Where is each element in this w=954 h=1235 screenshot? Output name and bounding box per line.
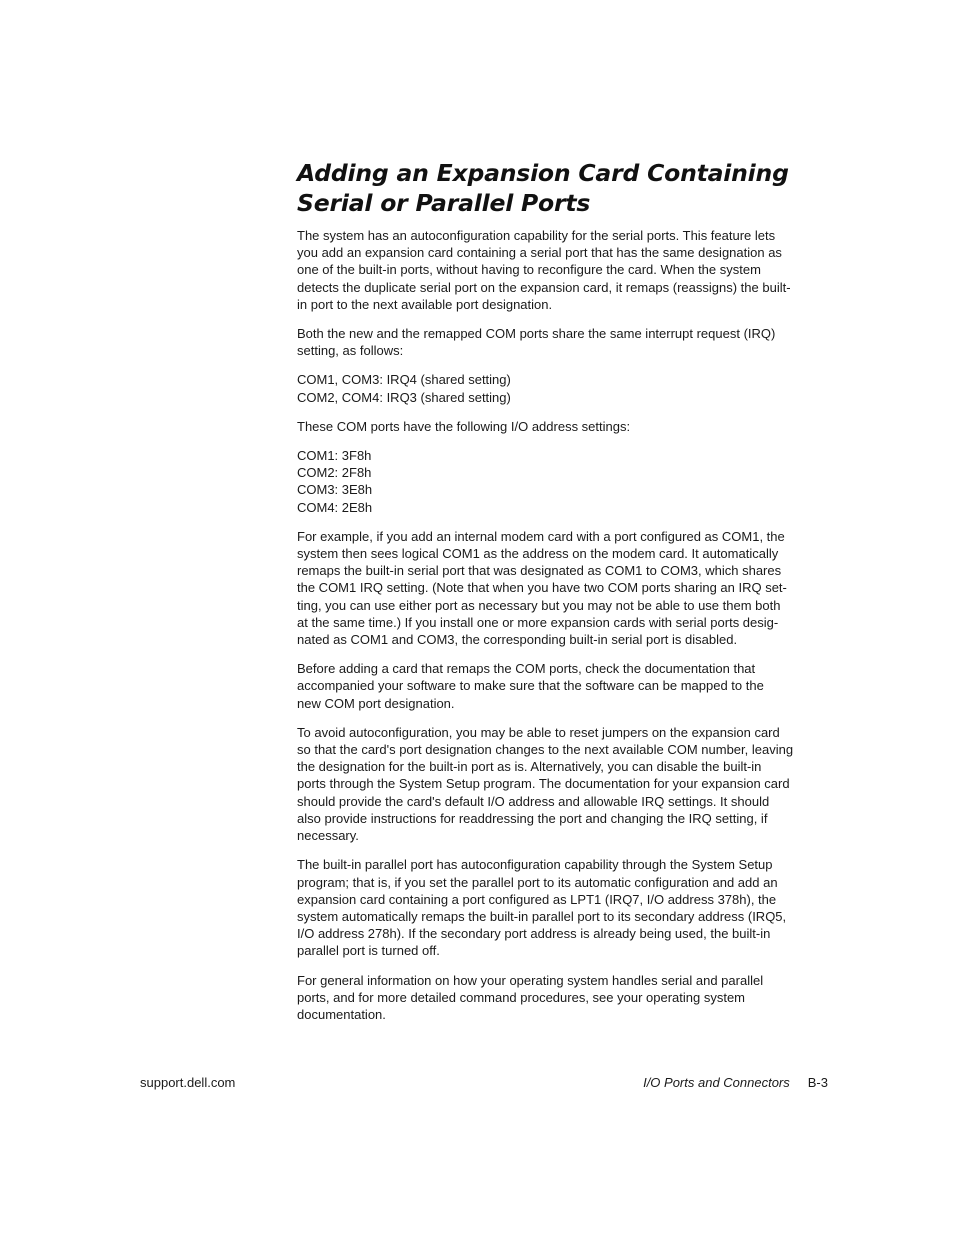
text-line: ports through the System Setup program. The documentation for your expansion card <box>297 776 790 792</box>
text-line: parallel port is turned off. <box>297 943 440 959</box>
text-line: you add an expansion card containing a serial port that has the same designation as <box>297 245 782 261</box>
io-address-list <box>297 447 831 516</box>
text-line: ports, and for more detailed command procedures, see your operating system <box>297 989 746 1005</box>
text-line: setting, as follows: <box>297 343 404 359</box>
text-line: COM3: 3E8h <box>297 482 373 498</box>
heading-line: Serial or Parallel Ports <box>297 189 591 217</box>
irq-settings-list <box>297 371 831 405</box>
heading-line: Adding an Expansion Card Containing <box>297 159 789 187</box>
text-line: the COM1 IRQ setting. (Note that when you have two COM ports sharing an IRQ set- <box>297 580 787 596</box>
text-line: For example, if you add an internal modem card with a port configured as COM1, the <box>297 528 785 544</box>
text-line: nated as COM1 and COM3, the corresponding built-in serial port is disabled. <box>297 632 738 648</box>
text-line: For general information on how your operating system handles serial and parallel <box>297 972 764 988</box>
paragraph-avoid-autoconfiguration <box>297 724 831 844</box>
paragraph-irq-sharing <box>297 325 831 359</box>
paragraph-general-information <box>297 972 831 1024</box>
paragraph-autoconfiguration <box>297 227 831 313</box>
text-line: also provide instructions for readdressing the port and changing the IRQ setting, if <box>297 810 768 826</box>
text-line: The built-in parallel port has autoconfiguration capability through the System Setup <box>297 857 773 873</box>
text-line: COM1: 3F8h <box>297 448 372 464</box>
text-line: The system has an autoconfiguration capability for the serial ports. This feature lets <box>297 228 776 243</box>
text-line: Before adding a card that remaps the COM ports, check the documentation that <box>297 661 756 677</box>
text-line: in port to the next available port designation. <box>297 296 553 312</box>
text-line: expansion card containing a port configured as LPT1 (IRQ7, I/O address 378h), the <box>297 891 777 907</box>
text-line: program; that is, if you set the parallel port to its automatic configuration and add an <box>297 874 778 890</box>
text-line: so that the card's port designation changes to the next available COM number, leaving <box>297 742 794 758</box>
text-line: These COM ports have the following I/O address settings: <box>297 418 631 434</box>
footer-running-title <box>643 1074 828 1091</box>
text-line: system automatically remaps the built-in parallel port to its secondary address (IRQ5, <box>297 908 787 924</box>
footer-page-number: B-3 <box>807 1075 828 1090</box>
footer-website: support.dell.com <box>140 1075 236 1090</box>
text-line: remaps the built-in serial port that was designated as COM1 to COM3, which shares <box>297 563 782 579</box>
text-line: ting, you can use either port as necessary but you may not be able to use them both <box>297 597 781 613</box>
text-line: COM2, COM4: IRQ3 (shared setting) <box>297 389 511 405</box>
text-line: COM4: 2E8h <box>297 499 373 515</box>
paragraph-io-intro <box>297 418 831 435</box>
text-line: COM1, COM3: IRQ4 (shared setting) <box>297 372 511 388</box>
text-line: at the same time.) If you install one or more expansion cards with serial ports desig- <box>297 614 779 630</box>
text-line: I/O address 278h). If the secondary port address is already being used, the built-in <box>297 926 771 942</box>
text-line: new COM port designation. <box>297 695 455 711</box>
text-line: To avoid autoconfiguration, you may be able to reset jumpers on the expansion card <box>297 724 780 740</box>
paragraph-parallel-port <box>297 856 831 959</box>
text-line: detects the duplicate serial port on the expansion card, it remaps (reassigns) the built- <box>297 279 791 295</box>
paragraph-before-adding <box>297 660 831 712</box>
text-line: documentation. <box>297 1006 386 1022</box>
text-line: the designation for the built-in port as is. Alternatively, you can disable the built-in <box>297 759 762 775</box>
text-line: COM2: 2F8h <box>297 465 372 481</box>
text-line: one of the built-in ports, without having to reconfigure the card. When the system <box>297 262 761 278</box>
paragraph-example <box>297 528 831 648</box>
text-line: Both the new and the remapped COM ports share the same interrupt request (IRQ) <box>297 326 776 342</box>
text-line: should provide the card's default I/O address and allowable IRQ settings. It should <box>297 793 770 809</box>
text-line: system then sees logical COM1 as the address on the modem card. It automatically <box>297 546 779 562</box>
page-content <box>297 158 831 1035</box>
text-line: necessary. <box>297 828 359 844</box>
footer-section-title: I/O Ports and Connectors <box>643 1075 790 1090</box>
text-line: accompanied your software to make sure that the software can be mapped to the <box>297 678 764 694</box>
section-heading <box>297 158 831 218</box>
